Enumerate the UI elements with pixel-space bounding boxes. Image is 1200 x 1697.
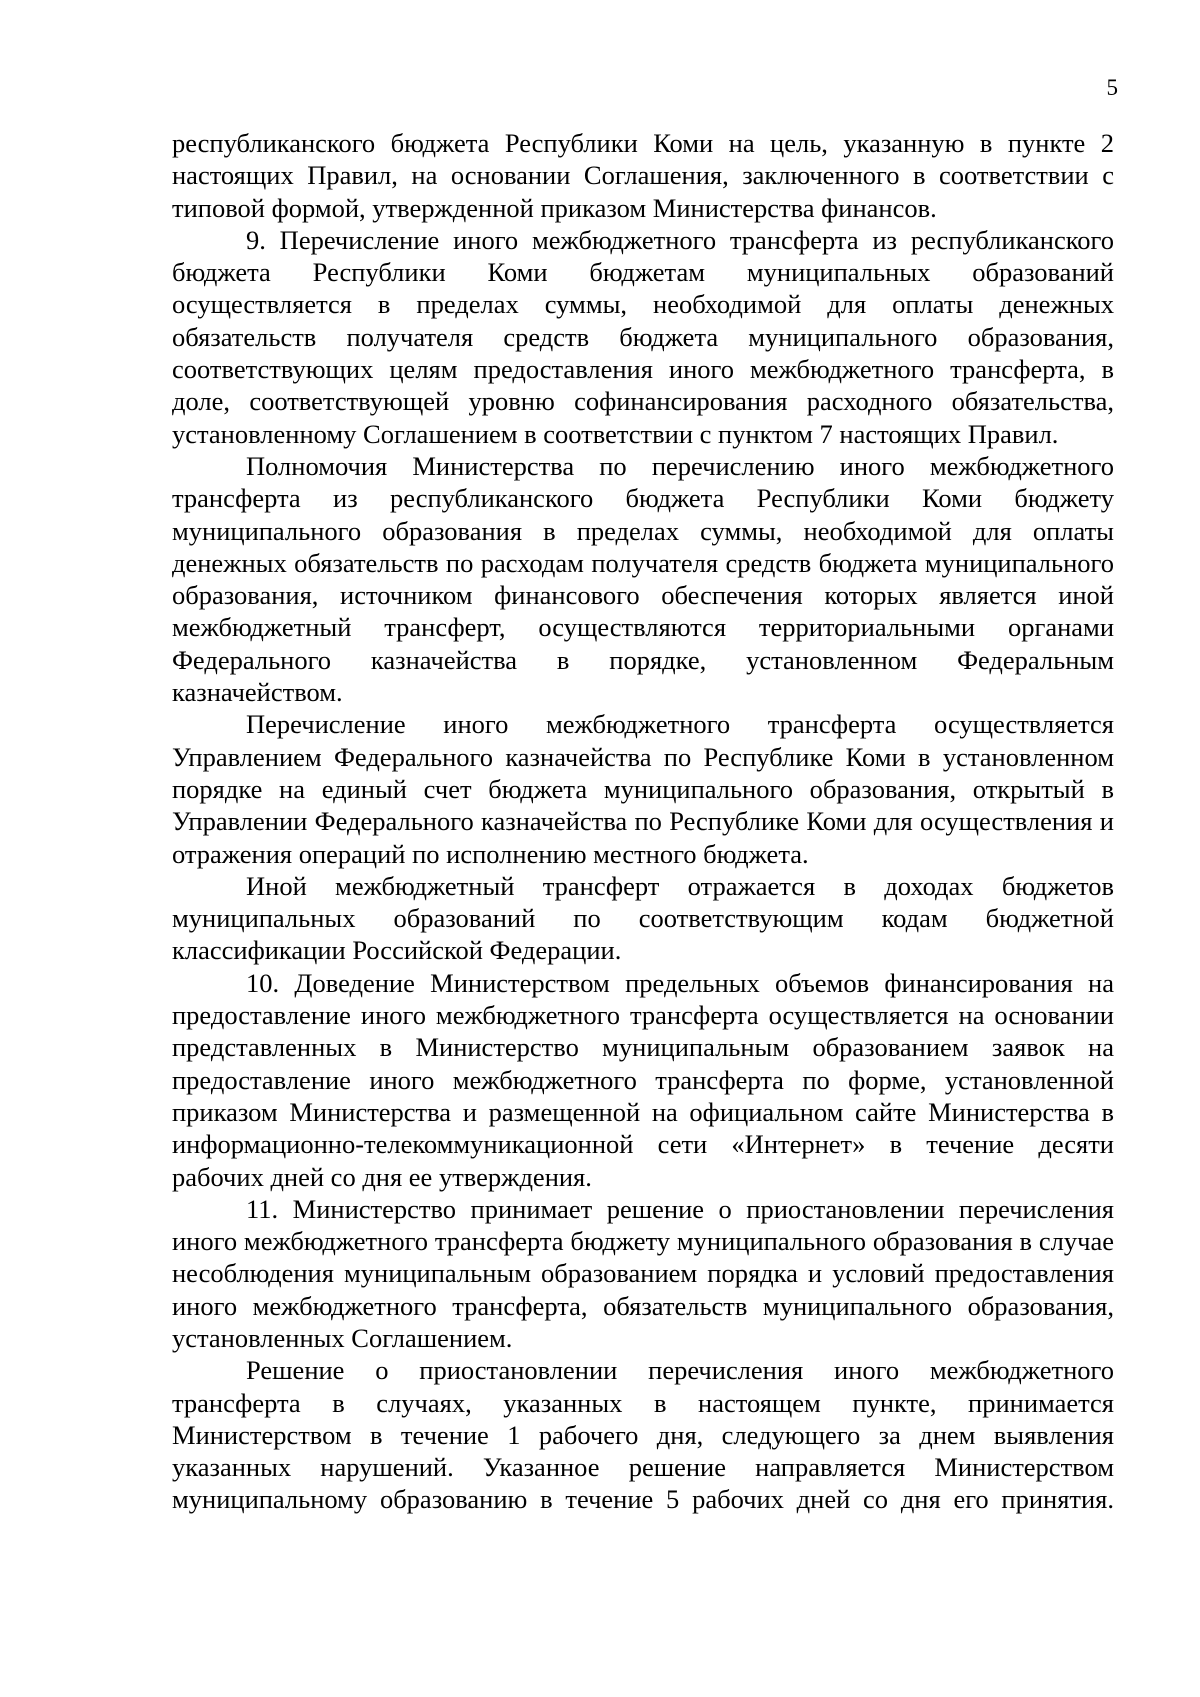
paragraph-income-classification: Иной межбюджетный трансферт отражается в доходах бюджетов муниципальных образований по соответствующим кодам бюджетной классификации Российской Федерации. [172, 870, 1114, 966]
document-body [172, 127, 1114, 1516]
paragraph-item-11: 11. Министерство принимает решение о приостановлении перечисления иного межбюджетного трансферта бюджету муниципального образования в случае несоблюдения муниципальным образованием порядка и условий предоставления иного межбюджетного трансферта, обязательств муниципального образования, установленных Соглашением. [172, 1193, 1114, 1353]
paragraph-transfer-account: Перечисление иного межбюджетного трансферта осуществляется Управлением Федерального казначейства по Республике Коми в установленном порядке на единый счет бюджета муниципального образования, открытый в Управлении Федерального казначейства по Республике Коми для осуществления и отражения операций по исполнению местного бюджета. [172, 709, 1114, 869]
paragraph-item-10: 10. Доведение Министерством предельных объемов финансирования на предоставление иного межбюджетного трансферта осуществляется на основании представленных в Министерство муниципальным образованием заявок на предоставление иного межбюджетного трансферта по форме, установленной приказом Министерства и размещенной на официальном сайте Министерства в информационно-телекоммуникационной сети «Интернет» в течение десяти рабочих дней со дня ее утверждения. [172, 967, 1114, 1192]
page-number: 5 [1106, 75, 1118, 100]
paragraph-continuation: республиканского бюджета Республики Коми на цель, указанную в пункте 2 настоящих Правил, на основании Соглашения, заключенного в соответствии с типовой формой, утвержденной приказом Министерства финансов. [172, 128, 1114, 223]
paragraph-treasury-powers: Полномочия Министерства по перечислению иного межбюджетного трансферта из республиканского бюджета Республики Коми бюджету муниципального образования в пределах суммы, необходимой для оплаты денежных обязательств по расходам получателя средств бюджета муниципального образования, источником финансового обеспечения которых является иной межбюджетный трансферт, осуществляются территориальными органами Федерального казначейства в порядке, установленном Федеральным казначейством. [172, 450, 1114, 708]
paragraph-item-9: 9. Перечисление иного межбюджетного трансферта из республиканского бюджета Республики Коми бюджетам муниципальных образований осуществляется в пределах суммы, необходимой для оплаты денежных обязательств получателя средств бюджета муниципального образования, соответствующих целям предоставления иного межбюджетного трансферта, в доле, соответствующей уровню софинансирования расходного обязательства, установленному Соглашением в соответствии с пунктом 7 настоящих Правил. [172, 224, 1114, 449]
paragraph-suspension-decision: Решение о приостановлении перечисления иного межбюджетного трансферта в случаях, указанных в настоящем пункте, принимается Министерством в течение 1 рабочего дня, следующего за днем выявления указанных нарушений. Указанное решение направляется Министерством муниципальному образованию в течение 5 рабочих дней со дня его принятия. [172, 1355, 1114, 1515]
